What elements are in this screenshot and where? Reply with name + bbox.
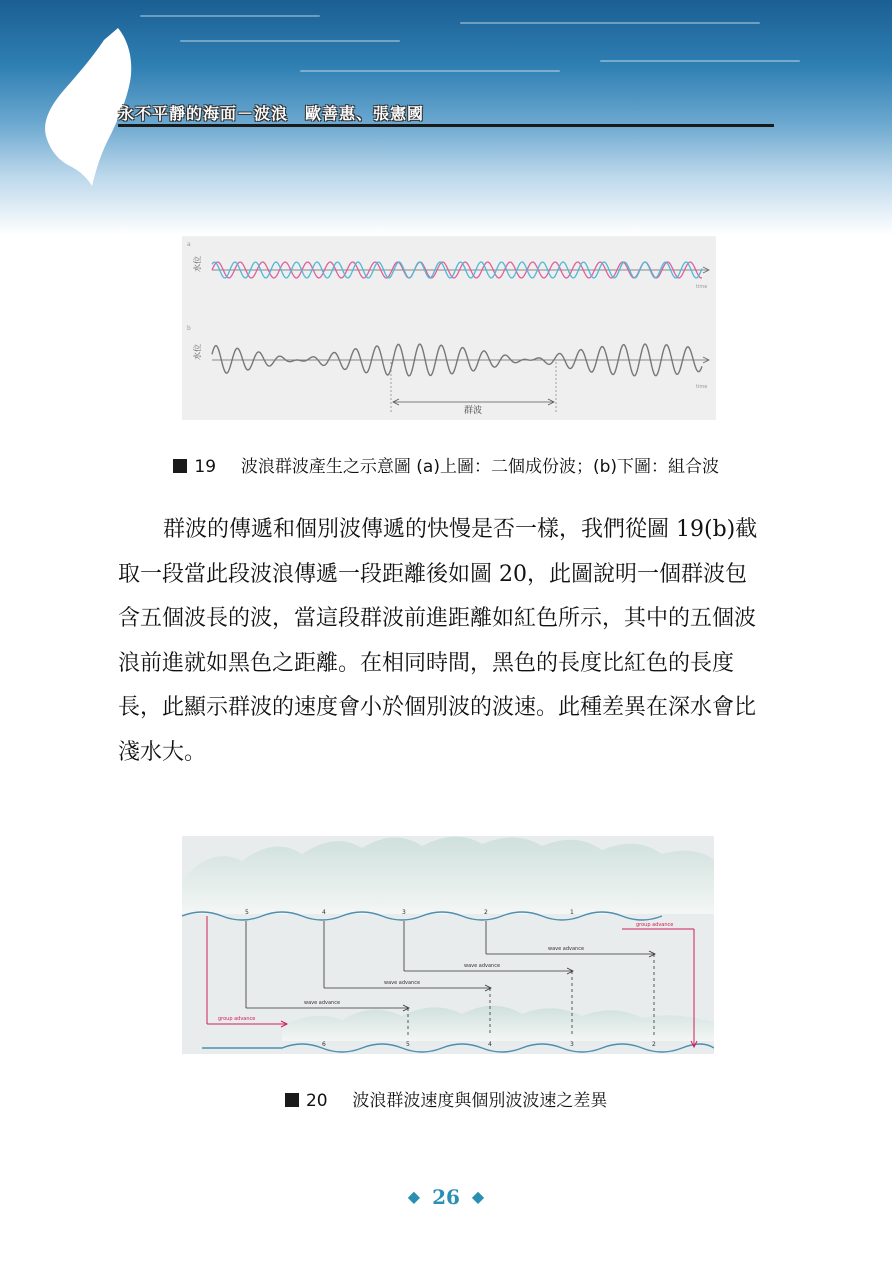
combined-wave xyxy=(212,344,702,376)
taiwan-island-icon xyxy=(0,0,160,200)
group-wave-label: 群波 xyxy=(464,406,483,416)
header-rule xyxy=(118,124,774,127)
paragraph-line: 取一段當此段波浪傳遞一段距離後如圖 20，此圖說明一個群波包 xyxy=(118,561,747,587)
paragraph-line: 群波的傳遞和個別波傳遞的快慢是否一樣，我們從圖 19(b)截 xyxy=(163,517,758,542)
group-advance-label: group advance xyxy=(218,1016,256,1022)
crest-number-top: 5 xyxy=(245,909,249,916)
wave-surface-top xyxy=(182,837,714,914)
figure-19-caption-text: 波浪群波產生之示意圖 (a)上圖：二個成份波；(b)下圖：組合波 xyxy=(240,457,719,477)
wave-streak xyxy=(140,15,320,17)
figure-19-caption xyxy=(0,452,892,477)
crest-number-bottom: 4 xyxy=(488,1041,492,1048)
figure-20-svg xyxy=(182,836,714,1054)
wave-advance-label: wave advance xyxy=(548,946,585,952)
panel-a-label: a xyxy=(187,241,191,248)
crest-number-top: 4 xyxy=(322,909,326,916)
group-advance-label: group advance xyxy=(636,922,674,928)
crest-number-top: 1 xyxy=(570,909,574,916)
crest-number-bottom: 6 xyxy=(322,1041,326,1048)
body-paragraph xyxy=(118,508,778,775)
page-number: 26 xyxy=(432,1185,460,1209)
figure-marker-icon xyxy=(285,1093,299,1107)
panel-b-label: b xyxy=(187,325,191,332)
wave-streak xyxy=(600,60,800,62)
crest-number-bottom: 3 xyxy=(570,1041,574,1048)
figure-19-group-wave-diagram xyxy=(182,236,716,420)
paragraph-line: 長，此顯示群波的速度會小於個別波的波速。此種差異在深水會比 xyxy=(118,695,757,720)
x-axis-label-bottom: time xyxy=(696,384,708,390)
paragraph-line: 浪前進就如黑色之距離。在相同時間，黑色的長度比紅色的長度 xyxy=(118,650,735,676)
figure-19-number: 19 xyxy=(194,457,217,477)
wave-profile-bottom xyxy=(202,1044,714,1052)
running-header-title: 永不平靜的海面－波浪 歐善惠、張憲國 xyxy=(118,104,425,123)
diamond-icon: ◆ xyxy=(471,1187,485,1206)
figure-20-group-velocity-diagram xyxy=(182,836,714,1054)
wave-advance-label: wave advance xyxy=(304,1000,341,1006)
paragraph-line: 淺水大。 xyxy=(118,739,207,765)
y-axis-label-bottom: 水位 xyxy=(193,344,202,360)
wave-streak xyxy=(180,40,400,42)
figure-20-caption xyxy=(0,1086,892,1111)
x-axis-label-top: time xyxy=(696,284,708,290)
crest-number-top: 2 xyxy=(484,909,488,916)
crest-number-bottom: 2 xyxy=(652,1041,656,1048)
figure-20-number: 20 xyxy=(305,1091,328,1111)
wave-advance-label: wave advance xyxy=(384,980,421,986)
page-footer xyxy=(0,1185,892,1209)
figure-20-caption-text: 波浪群波速度與個別波波速之差異 xyxy=(352,1091,608,1111)
wave-streak xyxy=(460,22,760,24)
y-axis-label-top: 水位 xyxy=(193,256,202,272)
figure-marker-icon xyxy=(173,459,187,473)
wave-surface-bottom xyxy=(282,1006,714,1041)
paragraph-line: 含五個波長的波，當這段群波前進距離如紅色所示，其中的五個波 xyxy=(118,606,757,631)
wave-streak xyxy=(300,70,560,72)
diamond-icon: ◆ xyxy=(407,1187,421,1206)
figure-19-svg xyxy=(182,236,716,420)
crest-number-bottom: 5 xyxy=(406,1041,410,1048)
page-header xyxy=(0,0,892,235)
wave-advance-label: wave advance xyxy=(464,963,501,969)
crest-number-top: 3 xyxy=(402,909,406,916)
